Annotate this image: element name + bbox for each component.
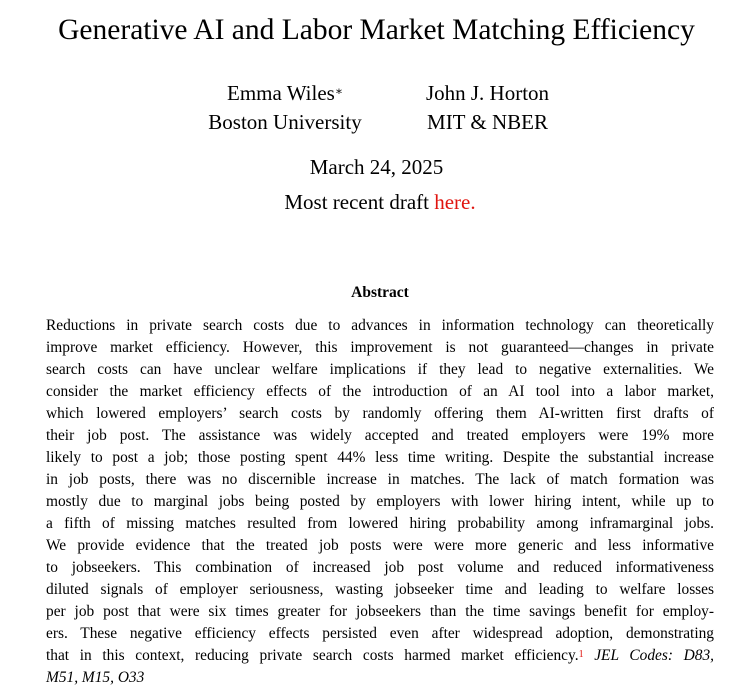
abstract-line-last (46, 667, 714, 689)
jel-codes-continued: M51, M15, O33 (46, 669, 145, 686)
author-affiliation: Boston University (208, 110, 362, 134)
abstract-line: ers. These negative efficiency effects persisted even after widespread adoption, demonstrating (46, 625, 714, 642)
author-name-text: Emma Wiles (227, 81, 335, 105)
abstract-line: per job post that were six times greater for jobseekers than the time savings benefit for employ- (46, 603, 714, 620)
abstract-line: search costs can have unclear welfare implications if they lead to negative externalities. We (46, 361, 714, 378)
author-block-horton (400, 79, 575, 137)
abstract-line: their job post. The assistance was widely accepted and treated employers were 19% more (46, 427, 714, 444)
abstract-line: diluted signals of employer seriousness, wasting jobseeker time and leading to welfare losses (46, 581, 714, 598)
abstract-line: likely to post a job; those posting spent 44% less time writing. Despite the substantial increase (46, 449, 714, 466)
draft-link[interactable]: here. (434, 190, 476, 214)
abstract-line: in job posts, there was no discernible increase in matches. The lack of match formation was (46, 471, 714, 488)
author-name: John J. Horton (425, 81, 550, 105)
abstract-line: a fifth of missing matches resulted from lowered hiring probability among inframarginal jobs. (46, 515, 714, 532)
abstract-line: consider the market efficiency effects of the introduction of an AI tool into a labor market, (46, 383, 714, 400)
abstract-line: to jobseekers. This combination of increased job post volume and reduced informativeness (46, 559, 714, 576)
abstract-heading: Abstract (351, 284, 409, 301)
abstract-line: improve market efficiency. However, this improvement is not guaranteed—changes in private (46, 339, 714, 356)
jel-codes: JEL Codes: D83, (594, 647, 714, 664)
abstract-body (46, 315, 714, 689)
draft-prefix: Most recent draft (284, 190, 435, 214)
footnote-link[interactable]: 1 (578, 649, 584, 660)
author-name (180, 79, 390, 108)
abstract-line: mostly due to marginal jobs being posted by employers with lower hiring intent, while up to (46, 493, 714, 510)
abstract-line: We provide evidence that the treated job posts were were more generic and less informative (46, 537, 714, 554)
paper-title: Generative AI and Labor Market Matching Efficiency (58, 14, 695, 46)
author-block-wiles (180, 79, 390, 137)
abstract-line: Reductions in private search costs due to advances in information technology can theoretically (46, 317, 714, 334)
draft-notice (0, 188, 753, 216)
abstract-line-text: that in this context, reducing private search costs harmed market efficiency. (46, 647, 579, 664)
paper-date: March 24, 2025 (309, 155, 444, 179)
author-affiliation: MIT & NBER (427, 110, 548, 134)
author-footnote-mark: ∗ (334, 84, 343, 98)
abstract-line-with-jel (46, 645, 714, 667)
abstract-line: which lowered employers’ search costs by randomly offering them AI-written first drafts of (46, 405, 714, 422)
